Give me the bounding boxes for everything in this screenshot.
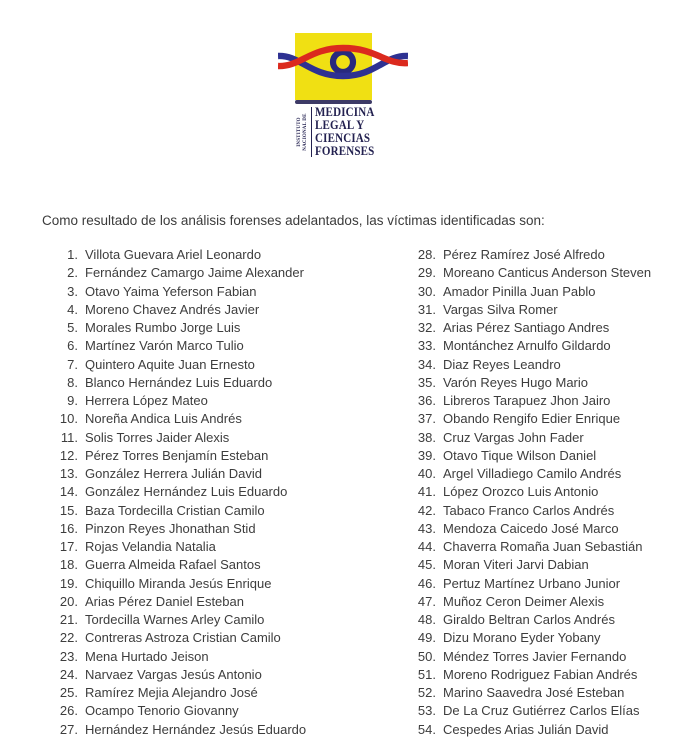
victim-list-item [406,392,651,410]
victim-number: 13. [59,466,78,481]
victim-number: 18. [59,557,78,573]
victim-name: Dizu Morano Eyder Yobany [443,630,601,646]
victim-list-item [48,301,306,319]
victim-number: 41. [417,484,436,500]
victim-list-item [48,337,306,355]
victim-list-item [406,246,651,264]
victim-number: 43. [417,520,436,536]
victim-list-item [406,465,651,483]
victim-name: Ramírez Mejia Alejandro José [85,685,258,700]
victim-list-item [48,648,306,666]
victim-name: Obando Rengifo Edier Enrique [443,411,621,427]
victim-name: Amador Pinilla Juan Pablo [443,283,596,299]
victim-name: Varón Reyes Hugo Mario [443,374,588,390]
victim-number: 8. [67,374,78,390]
victim-number: 44. [417,539,436,554]
victim-number: 26. [59,703,78,719]
victim-list-item [406,648,651,666]
victim-list-item [406,429,651,447]
logo-shadow-bar [295,100,372,104]
victim-list-item [48,264,306,282]
victim-list-item [48,410,306,428]
victim-name: Chiquillo Miranda Jesús Enrique [85,575,272,591]
victim-number: 33. [417,338,436,354]
victim-name: Morales Rumbo Jorge Luis [85,320,241,335]
victim-number: 4. [67,301,78,317]
victim-number: 39. [417,447,436,463]
victim-number: 36. [417,393,436,408]
victim-list-item [48,611,306,629]
victim-number: 54. [417,721,436,737]
victim-number: 53. [417,703,436,719]
victim-name: Otavo Tique Wilson Daniel [443,447,597,463]
victim-name: González Hernández Luis Eduardo [85,484,288,500]
victim-list-item [48,319,306,337]
victim-number: 40. [417,466,436,481]
victim-list-item [48,447,306,465]
victim-number: 42. [417,502,436,518]
victim-number: 17. [59,539,78,554]
victim-number: 47. [417,593,436,609]
victim-list-item [406,629,651,647]
victim-name: Villota Guevara Ariel Leonardo [85,247,262,262]
victim-list-item [406,264,651,282]
victim-number: 5. [67,320,78,335]
victim-list-item [406,520,651,538]
victim-number: 25. [59,685,78,700]
victim-name: Marino Saavedra José Esteban [443,685,625,700]
victim-name: Narvaez Vargas Jesús Antonio [85,666,262,682]
inmlcf-logo [0,0,690,170]
victim-number: 20. [59,593,78,609]
victim-number: 7. [67,356,78,372]
victim-list-column-left [48,246,306,739]
victim-number: 22. [59,630,78,646]
victim-name: Otavo Yaima Yeferson Fabian [85,283,257,299]
victim-name: González Herrera Julián David [85,466,263,481]
victim-list-item [406,319,651,337]
victim-list-item [406,374,651,392]
logo-wordmark [296,106,383,158]
victim-list-item [406,666,651,684]
victim-number: 51. [417,666,436,682]
logo-vertical-line2: NACIONAL DE [302,113,308,151]
victim-list-item [406,502,651,520]
victim-number: 15. [59,502,78,518]
victim-list-item [48,356,306,374]
victim-name: Hernández Hernández Jesús Eduardo [85,721,307,737]
victim-name: Rojas Velandia Natalia [85,539,216,554]
victim-name: Martínez Varón Marco Tulio [85,338,244,354]
victim-number: 48. [417,612,436,627]
victim-list-item [406,593,651,611]
victim-list-item [406,611,651,629]
victim-name: Pérez Torres Benjamín Esteban [85,447,269,463]
victim-list-item [406,538,651,556]
victim-name: Pérez Ramírez José Alfredo [443,247,605,262]
victim-name: Fernández Camargo Jaime Alexander [85,265,304,281]
victim-name: Tordecilla Warnes Arley Camilo [85,612,265,627]
victim-number: 1. [67,247,78,262]
victim-list-item [48,575,306,593]
victim-number: 27. [59,721,78,737]
victim-name: Contreras Astroza Cristian Camilo [85,630,281,646]
victim-name: Méndez Torres Javier Fernando [443,648,627,664]
victim-name: Pinzon Reyes Jhonathan Stid [85,520,256,536]
victim-number: 45. [417,557,436,573]
logo-vertical-line1: INSTITUTO [296,117,302,147]
victim-list-item [48,502,306,520]
victim-name: Noreña Andica Luis Andrés [85,411,242,427]
victim-list-item [48,374,306,392]
victim-number: 24. [59,666,78,682]
victim-list-column-right [406,246,651,739]
victim-name: Giraldo Beltran Carlos Andrés [443,612,615,627]
victim-number: 29. [417,265,436,281]
victim-name: Solis Torres Jaider Alexis [85,429,230,445]
victim-number: 34. [417,356,436,372]
victim-number: 3. [67,283,78,299]
victim-list-item [406,283,651,301]
victim-list-item [406,721,651,739]
victim-name: De La Cruz Gutiérrez Carlos Elías [443,703,640,719]
victim-number: 23. [59,648,78,664]
victim-number: 37. [417,411,436,427]
victim-name: Moreno Chavez Andrés Javier [85,301,260,317]
victim-number: 49. [417,630,436,646]
logo-name-line3: CIENCIAS [315,131,371,145]
victim-list-item [48,429,306,447]
victim-name: Blanco Hernández Luis Eduardo [85,374,273,390]
victim-number: 16. [59,520,78,536]
victim-name: Mendoza Caicedo José Marco [443,520,619,536]
intro-paragraph: Como resultado de los análisis forenses adelantados, las víctimas identificadas son: [42,212,545,228]
victim-number: 38. [417,429,436,445]
eye-ribbon-icon [278,44,408,80]
victim-list-item [406,684,651,702]
victim-name: Vargas Silva Romer [443,301,558,317]
victim-name: Tabaco Franco Carlos Andrés [443,502,615,518]
victim-list-item [48,520,306,538]
victim-number: 30. [417,283,436,299]
victim-list-item [48,629,306,647]
logo-institution-name [315,106,374,158]
victim-name: Cruz Vargas John Fader [443,429,584,445]
victim-number: 19. [59,575,78,591]
victim-list-item [48,465,306,483]
logo-divider-line [311,107,312,157]
victim-number: 6. [67,338,78,354]
victim-name: Mena Hurtado Jeison [85,648,209,664]
victim-list-item [406,356,651,374]
victim-name: Chaverra Romaña Juan Sebastián [443,539,643,554]
victim-list-item [406,702,651,720]
victim-number: 31. [417,301,436,317]
victim-number: 12. [59,447,78,463]
victim-name: Argel Villadiego Camilo Andrés [443,466,622,481]
victim-name: Montánchez Arnulfo Gildardo [443,338,611,354]
victim-list-item [48,702,306,720]
victim-list-item [406,447,651,465]
victim-list-item [406,337,651,355]
victim-name: Arias Pérez Daniel Esteban [85,593,244,609]
victim-list-item [48,593,306,611]
victim-number: 2. [67,265,78,281]
victim-number: 52. [417,685,436,700]
victim-list-item [48,246,306,264]
victim-number: 28. [417,247,436,262]
victim-name: Moreano Canticus Anderson Steven [443,265,652,281]
victim-name: Libreros Tarapuez Jhon Jairo [443,393,611,408]
logo-name-line1: MEDICINA [315,105,375,119]
victim-list-item [406,410,651,428]
victim-name: Guerra Almeida Rafael Santos [85,557,261,573]
victim-name: Cespedes Arias Julián David [443,721,609,737]
victim-name: Quintero Aquite Juan Ernesto [85,356,255,372]
victim-number: 50. [417,648,436,664]
victim-number: 9. [67,393,78,408]
victim-list-item [48,283,306,301]
victim-number: 21. [59,612,78,627]
victim-number: 11. [60,429,78,445]
logo-name-line2: LEGAL Y [315,118,365,132]
victim-number: 35. [417,374,436,390]
logo-name-line4: FORENSES [315,144,375,158]
victim-list-item [48,556,306,574]
victim-list-item [48,684,306,702]
logo-vertical-text [296,106,309,158]
victim-list-item [48,721,306,739]
victim-list-item [48,392,306,410]
victim-name: Moran Viteri Jarvi Dabian [443,557,589,573]
victim-list-item [48,483,306,501]
victim-list-item [406,301,651,319]
victim-name: Pertuz Martínez Urbano Junior [443,575,621,591]
victim-list-item [406,556,651,574]
victim-number: 10. [59,411,78,427]
victim-number: 32. [417,320,436,335]
victim-number: 14. [59,484,78,500]
victim-name: Muñoz Ceron Deimer Alexis [443,593,605,609]
victim-name: Arias Pérez Santiago Andres [443,320,610,335]
victim-name: Moreno Rodriguez Fabian Andrés [443,666,638,682]
victim-name: Herrera López Mateo [85,393,208,408]
victim-number: 46. [417,575,436,591]
victim-list-item [48,666,306,684]
victim-list-item [406,483,651,501]
victim-name: Baza Tordecilla Cristian Camilo [85,502,265,518]
victim-name: Diaz Reyes Leandro [443,356,561,372]
victim-list-item [406,575,651,593]
victim-name: López Orozco Luis Antonio [443,484,599,500]
victim-list-item [48,538,306,556]
victim-name: Ocampo Tenorio Giovanny [85,703,239,719]
